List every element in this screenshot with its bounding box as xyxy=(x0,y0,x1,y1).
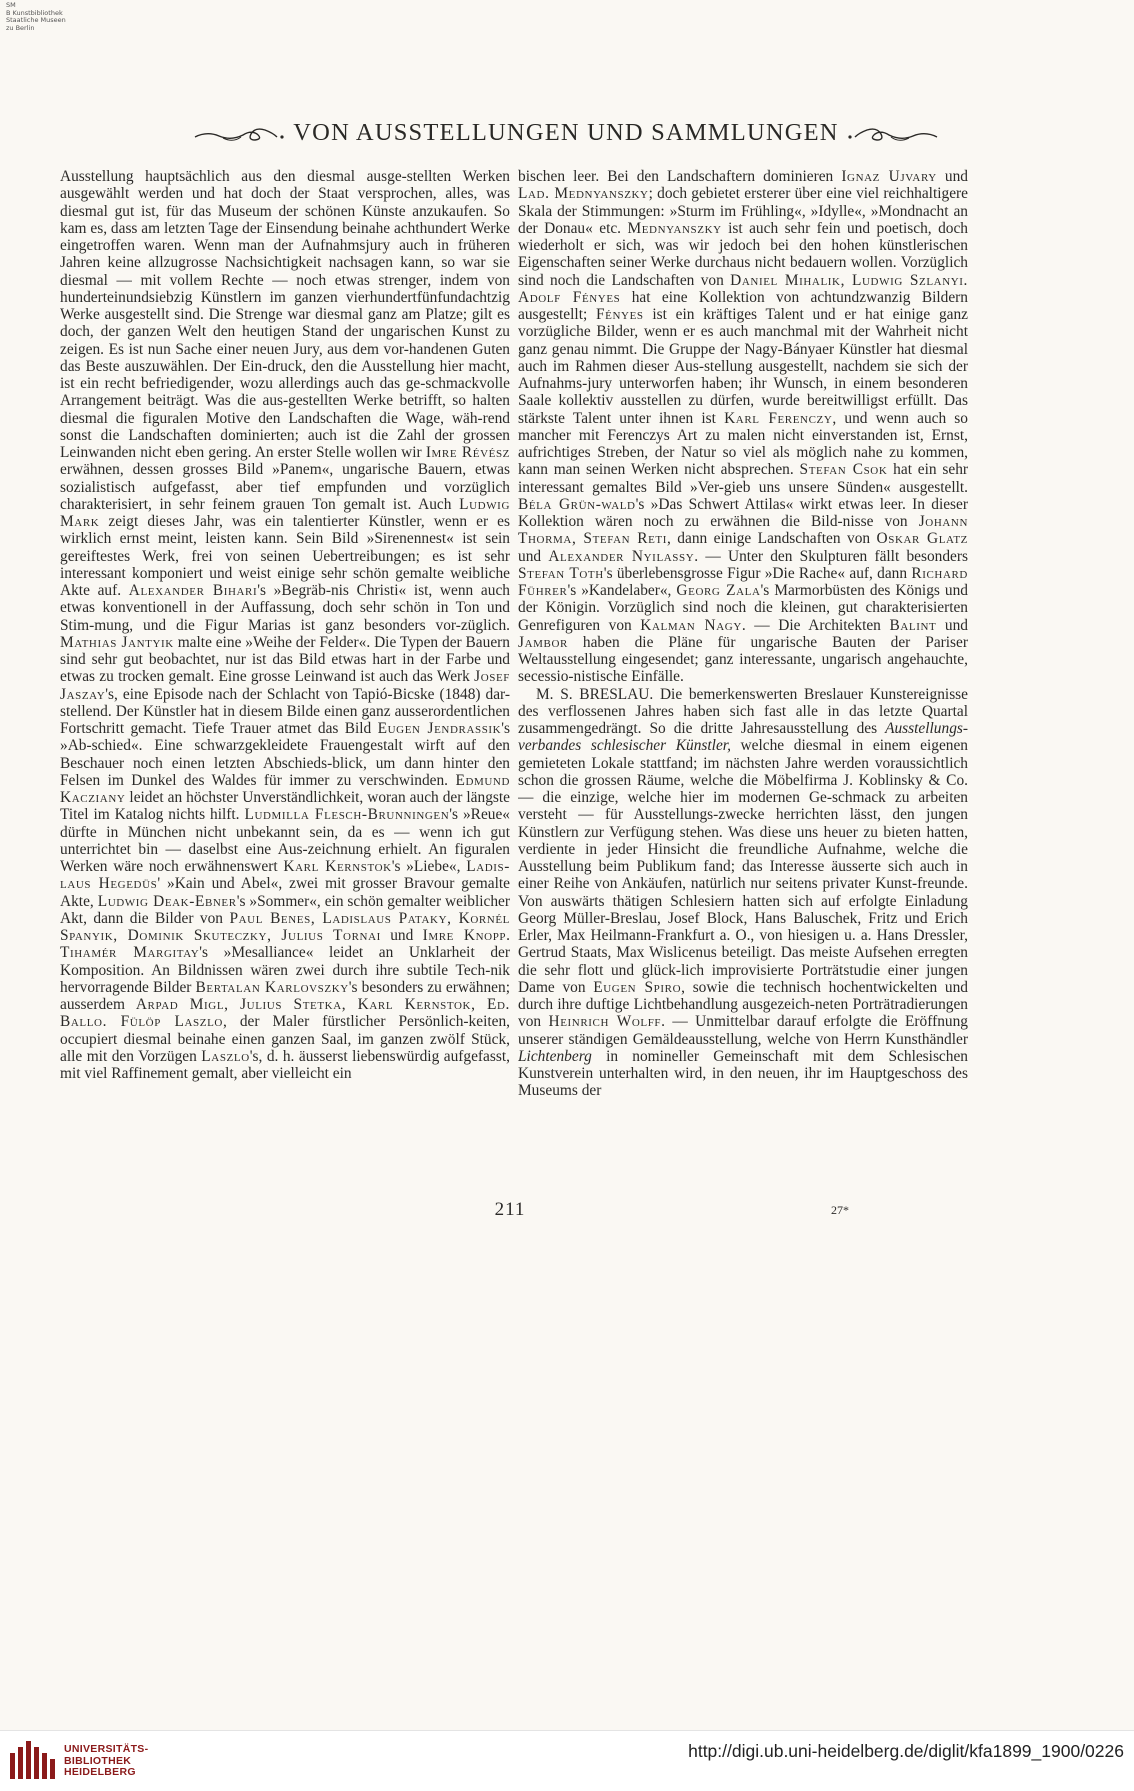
page-number: 211 xyxy=(494,1199,526,1220)
name-small-caps: Richard Führer xyxy=(518,564,968,599)
library-stamp xyxy=(6,2,86,32)
name-small-caps: Johann Thorma, Stefan Reti xyxy=(518,513,968,548)
name-small-caps: Oskar Glatz xyxy=(876,530,968,548)
name-small-caps: Alexander Nyilassy xyxy=(548,547,695,565)
name-small-caps: Eugen Spiro xyxy=(593,978,682,996)
name-small-caps: Arpad Migl, Julius Stetka, Karl Kernstok, Ed. Ballo. Fülöp Laszlo xyxy=(60,996,510,1031)
library-name-line: UNIVERSITÄTS- xyxy=(64,1743,149,1755)
stamp-line: zu Berlin xyxy=(6,23,35,32)
digitization-footer xyxy=(0,1730,1134,1791)
name-small-caps: Lad. Mednyanszky xyxy=(518,185,649,203)
name-small-caps: Stefan Csok xyxy=(799,461,888,479)
name-small-caps: Heinrich Wolff xyxy=(548,1013,662,1031)
name-small-caps: Daniel Mihalik, Ludwig Szlanyi. Adolf Fényes xyxy=(518,271,968,306)
name-small-caps: Georg Zala xyxy=(676,582,761,599)
name-small-caps: Edmund Kacziany xyxy=(60,771,510,806)
name-small-caps: Jambor xyxy=(518,633,568,651)
library-name-line: BIBLIOTHEK xyxy=(64,1754,132,1767)
stamp-line: B Kunstbibliothek xyxy=(6,8,63,17)
italic-text: Lichtenberg xyxy=(518,1047,592,1065)
name-small-caps: Fényes xyxy=(596,306,644,323)
name-small-caps: Paul Benes, Ladislaus Pataky, Kornél Spanyik, Dominik Skuteczky, Julius Tornai xyxy=(60,909,510,944)
right-flourish-ornament xyxy=(847,122,939,144)
name-small-caps: Mednyanszky xyxy=(627,219,722,237)
page-title: VON AUSSTELLUNGEN UND SAMMLUNGEN xyxy=(293,119,839,146)
right-text-column xyxy=(518,168,968,1186)
body-paragraph xyxy=(518,686,968,1100)
name-small-caps: Laszlo xyxy=(201,1047,250,1065)
name-small-caps: Josef Jaszay xyxy=(60,668,510,703)
name-small-caps: Tihamér Margitay xyxy=(60,944,200,962)
name-small-caps: Balint xyxy=(889,616,937,634)
name-small-caps: Karl Kernstok xyxy=(283,858,392,875)
author-initials: M. S. xyxy=(536,685,573,703)
name-small-caps: Ludmilla Flesch-Brunningen xyxy=(244,806,450,824)
body-paragraph: bischen leer. Bei den Landschaftern dominieren Ignaz Ujvary und Lad. Mednyanszky; doch gebietet ersterer über eine viel reichhaltigere Skala der Stimmungen: »Sturm im Frühling«, »Idylle«, »Mondnacht an der Donau« etc. Mednyanszky ist auch sehr fein und poetisch, doch wiederholt er sich, was wir jedoch bei den hohen künstlerischen Eigenschaften seiner Werke durchaus nicht bedauern wollen. Vorzüglich sind noch die Landschaften von Daniel Mihalik, Ludwig Szlanyi. Adolf Fényes hat eine Kollektion von achtundzwanzig Bildern ausgestellt; Fényes ist ein kräftiges Talent und er hat einige ganz vorzügliche Bilder, wenn er es auch manchmal mit der Wahrheit nicht ganz genau nimmt. Die Gruppe der Nagy-Bányaer Künstler hat diesmal auch im Rahmen dieser Aus-stellung ausgestellt, nachdem sie sich der Aufnahms-jury unterworfen haben; ihr Wunsch, in einem besonderen Saale kollektiv ausstellen zu dürfen, wurde bereitwilligst erfüllt. Das stärkste Talent unter ihnen ist Karl Ferenczy, und wenn auch so mancher mit Ferenczys Art zu malen nicht einverstanden ist, Ernst, aufrichtiges Streben, der Natur so viel als möglich nahe zu kommen, kann man seinen Werken nicht absprechen. Stefan Csok hat ein sehr interessant gemaltes Bild »Ver-gieb uns unsere Sünden« ausgestellt. Béla Grün-wald's »Das Schwert Attilas« wirkt etwas leer. In dieser Kollektion wären noch zu erwähnen die Bild-nisse von Johann Thorma, Stefan Reti, dann einige Landschaften von Oskar Glatz und Alexander Nyilassy. — Unter den Skulpturen fällt besonders Stefan Toth's überlebensgrosse Figur »Die Rache« auf, dann Richard Führer's »Kandelaber«, Georg Zala's Marmorbüsten des Königs und der Königin. Vorzüglich sind noch die kleinen, gut charakterisierten Genrefiguren von Kalman Nagy. — Die Architekten Balint und Jambor haben die Pläne für ungarische Bauten der Pariser Weltausstellung eingesendet; ganz interessante, ungarisch angehauchte, secessio-nistische Einfälle. xyxy=(518,168,968,686)
name-small-caps: Béla Grün-wald xyxy=(518,495,636,513)
left-text-column xyxy=(60,168,510,1186)
section-header xyxy=(148,118,984,148)
name-small-caps: Kalman Nagy xyxy=(640,616,742,634)
library-name-line: HEIDELBERG xyxy=(64,1766,136,1778)
library-name xyxy=(64,1744,148,1779)
name-small-caps: Imre Révész xyxy=(425,444,510,461)
name-small-caps: Imre Knopp xyxy=(422,927,507,944)
name-small-caps: Ludwig Mark xyxy=(60,495,510,530)
left-flourish-ornament xyxy=(193,122,285,144)
name-small-caps: Karl Ferenczy xyxy=(724,409,833,427)
stamp-line: Staatliche Museen xyxy=(6,16,66,24)
name-small-caps: Bertalan Karlovszky xyxy=(195,978,349,996)
name-small-caps: Alexander Bihari xyxy=(128,582,258,599)
university-library-logo-icon xyxy=(8,1739,58,1781)
name-small-caps: Stefan Toth xyxy=(518,564,604,582)
source-url-link[interactable]: http://digi.ub.uni-heidelberg.de/diglit/kfa1899_1900/0226 xyxy=(688,1741,1124,1761)
paragraph-text: BRESLAU. Die bemerkenswerten Breslauer Kunstereignisse des verflossenen Jahres haben sich fast alle in das letzte Quartal zusammengedrängt. So die dritte Jahresausstellung des Ausstellungs-verbandes schlesischer Künstler, welche diesmal in einem eigenen gemieteten Lokale stattfand; im nächsten Jahre werden voraussichtlich schon die grossen Räume, welche die Möbelfirma J. Koblinsky & Co. — die einzige, welche hier im modernen Ge-schmack zu arbeiten versteht — für Ausstellungs-zwecke herrichten lässt, den jungen Künstlern zur Verfügung stehen. Was diese uns heuer zu bieten hatten, verdiente in jeder Hinsicht die freundliche Aufnahme, welche die Ausstellung beim Publikum fand; das Interesse äusserte sich auch in einer Reihe von Ankäufen, natürlich nur seitens privater Kunst-freunde. Von auswärts thätigen Schlesiern hatten sich auf erfolgte Einladung Georg Müller-Breslau, Josef Block, Hans Baluschek, Fritz und Erich Erler, Max Heilmann-Frankfurt a. O., von hiesigen u. a. Hans Dressler, Gertrud Staats, Max Wislicenus beteiligt. Das meiste Aufsehen erregten die sehr flott und glück-lich improvisierte Porträtstudie einer jungen Dame von Eugen Spiro, sowie die technisch hochentwickelten und durch ihre duftige Lichtbehandlung ausgezeich-neten Porträtradierungen von Heinrich Wolff. — Unmittelbar darauf erfolgte die Eröffnung unserer ständigen Gemäldeausstellung, welche von Herrn Kunsthändler Lichtenberg in nomineller Gemeinschaft mit dem Schlesischen Kunstverein unterhalten wird, in den neuen, ihr im Hauptgeschoss des Museums der xyxy=(518,685,968,1100)
name-small-caps: Mathias Jantyik xyxy=(60,633,174,651)
name-small-caps: Ladis-laus Hegedüs xyxy=(60,858,510,893)
body-paragraph: Ausstellung hauptsächlich aus den diesmal ausge-stellten Werken ausgewählt werden und hat doch der Staat versprochen, alles, was diesmal gut ist, für das Museum der schönen Künste anzukaufen. So kam es, dass am letzten Tage der Einsendung beinahe achthundert Werke eingetroffen waren. Wenn man der Aufnahmsjury auch in früheren Jahren keine allzugrosse Nachsichtigkeit nachsagen kann, so war sie diesmal — mit vollem Rechte — noch etwas strenger, indem von hunderteinundsiebzig Künstlern im ganzen vierhundertfünfundachtzig Werke ausgestellt sind. Die Strenge war diesmal ganz am Platze; gilt es doch, der ganzen Welt den heutigen Stand der ungarischen Kunst zu zeigen. Es ist nun Sache einer neuen Jury, aus dem vor-handenen Guten das Beste auszuwählen. Der Ein-druck, den die Ausstellung hier macht, ist ein recht befriedigender, wozu allerdings auch das ge-schmackvolle Arrangement beiträgt. Was die aus-gestellten Werke betrifft, so halten diesmal die figuralen Motive den Landschaften die Wage, wäh-rend sonst die Landschaften dominierten; auch ist die Zahl der grossen Leinwanden nicht eben gering. An erster Stelle wollen wir Imre Révész erwähnen, dessen grosses Bild »Panem«, ungarische Bauern, etwas sozialistisch aufgefasst, aber tief empfunden und vorzüglich charakterisiert, in sehr feinem grauen Ton gemalt ist. Auch Ludwig Mark zeigt dieses Jahr, was ein talentierter Künstler, wenn er es wirklich ernst meint, leisten kann. Sein Bild »Sirenennest« ist sein gereiftestes Werk, frei von seinen Uebertreibungen; es ist sehr interessant komponiert und weist einige sehr schön gemalte weibliche Akte auf. Alexander Bihari's »Begräb-nis Christi« ist, wenn auch etwas konventionell in der Auffassung, doch sehr schön in Ton und Stim-mung, und die Figur Marias ist ganz besonders vor-züglich. Mathias Jantyik malte eine »Weihe der Felder«. Die Typen der Bauern sind sehr gut beobachtet, nur ist das Bild etwas hart in der Farbe und etwas zu trocken gemalt. Eine grosse Leinwand ist auch das Werk Josef Jaszay's, eine Episode nach der Schlacht von Tapió-Bicske (1848) dar-stellend. Der Künstler hat in diesem Bilde einen ganz ausserordentlichen Fortschritt gemacht. Tiefe Trauer atmet das Bild Eugen Jendrassik's »Ab-schied«. Eine schwarzgekleidete Frauengestalt wirft auf den Beschauer noch einen letzten Abschieds-blick, um dann hinter den Felsen im Dunkel des Waldes für immer zu verschwinden. Edmund Kacziany leidet an höchster Unverständlichkeit, woran auch der längste Titel im Katalog nichts hilft. Ludmilla Flesch-Brunningen's »Reue« dürfte in München nicht unbekannt sein, da es — wenn ich gut unterrichtet bin — daselbst eine Aus-zeichnung erhielt. An figuralen Werken wäre noch erwähnenswert Karl Kernstok's »Liebe«, Ladis-laus Hegedüs' »Kain und Abel«, zwei mit grosser Bravour gemalte Akte, Ludwig Deak-Ebner's »Sommer«, ein schön gemalter weiblicher Akt, dann die Bilder von Paul Benes, Ladislaus Pataky, Kornél Spanyik, Dominik Skuteczky, Julius Tornai und Imre Knopp. Tihamér Margitay's »Mesalliance« leidet an Unklarheit der Komposition. An Bildnissen wären zwei durch ihre subtile Tech-nik hervorragende Bilder Bertalan Karlovszky's besonders zu erwähnen; ausserdem Arpad Migl, Julius Stetka, Karl Kernstok, Ed. Ballo. Fülöp Laszlo, der Maler fürstlicher Persönlich-keiten, occupiert diesmal beinahe einen ganzen Saal, im ganzen zwölf Stück, alle mit den Vorzügen Laszlo's, d. h. äusserst liebenswürdig aufgefasst, mit viel Raffinement gemalt, aber vielleicht ein xyxy=(60,168,510,1082)
signature-mark: 27* xyxy=(831,1203,849,1217)
stamp-line: SM xyxy=(6,1,16,9)
name-small-caps: Ludwig Deak-Ebner xyxy=(97,892,237,910)
name-small-caps: Ignaz Ujvary xyxy=(841,168,937,185)
italic-text: Ausstellungs-verbandes schlesischer Künstler, xyxy=(518,720,968,755)
name-small-caps: Eugen Jendrassik xyxy=(377,720,502,737)
